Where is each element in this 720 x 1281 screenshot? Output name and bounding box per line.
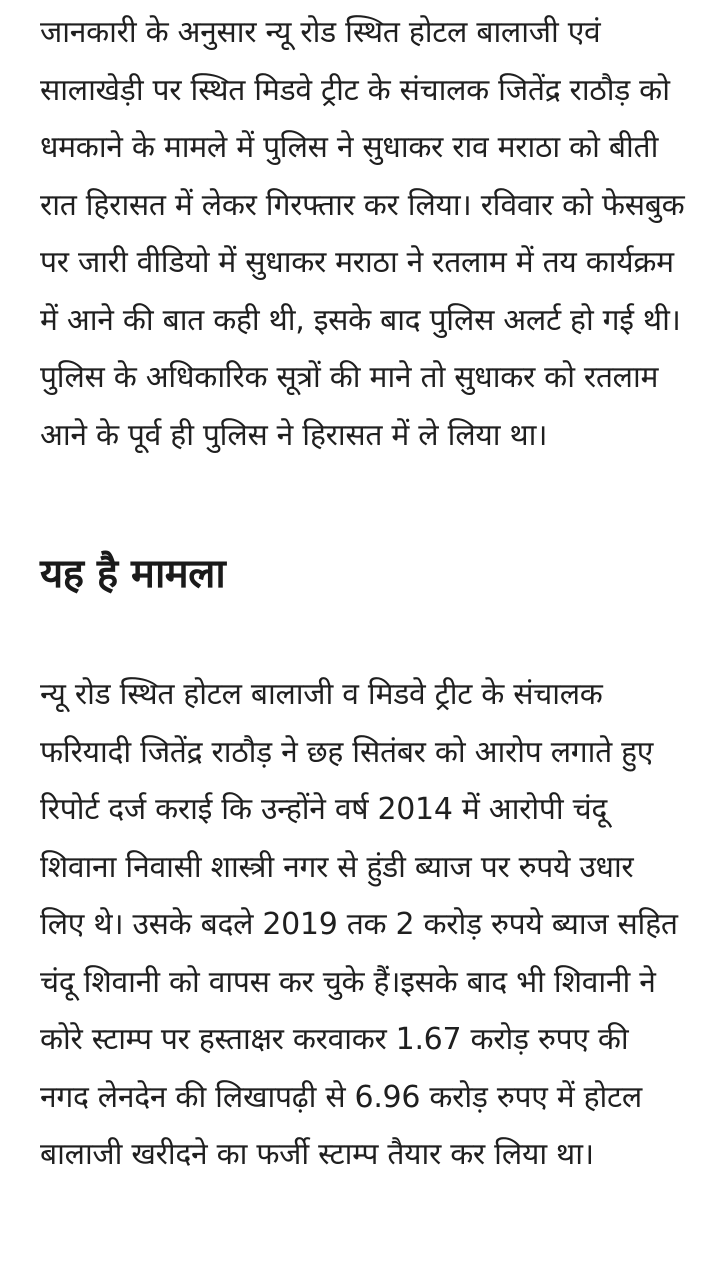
article-paragraph-case: न्यू रोड स्थित होटल बालाजी व मिडवे ट्रीट के संचालक फरियादी जितेंद्र राठौड़ ने छह सितंबर को आरोप लगाते हुए रिपोर्ट दर्ज कराई कि उन्होंने वर्ष 2014 में आरोपी चंदू शिवाना निवासी शास्त्री नगर से हुंडी ब्याज पर रुपये उधार लिए थे। उसके बदले 2019 तक 2 करोड़ रुपये ब्याज सहित चंदू शिवानी को वापस कर चुके हैं।इसके बाद भी शिवानी ने कोरे स्टाम्प पर हस्ताक्षर करवाकर 1.67 करोड़ रुपए की नगद लेनदेन की लिखापढ़ी से 6.96 करोड़ रुपए में होटल बालाजी खरीदने का फर्जी स्टाम्प तैयार कर लिया था। xyxy=(40,677,678,1172)
section-heading: यह है मामला xyxy=(40,551,226,597)
article-body xyxy=(40,0,685,1184)
article-paragraph-intro: जानकारी के अनुसार न्यू रोड स्थित होटल बालाजी एवं सालाखेड़ी पर स्थित मिडवे ट्रीट के संचालक जितेंद्र राठौड़ को धमकाने के मामले में पुलिस ने सुधाकर राव मराठा को बीती रात हिरासत में लेकर गिरफ्तार कर लिया। रविवार को फेसबुक पर जारी वीडियो में सुधाकर मराठा ने रतलाम में तय कार्यक्रम में आने की बात कही थी, इसके बाद पुलिस अलर्ट हो गई थी। पुलिस के अधिकारिक सूत्रों की माने तो सुधाकर को रतलाम आने के पूर्व ही पुलिस ने हिरासत में ले लिया था। xyxy=(40,15,685,453)
